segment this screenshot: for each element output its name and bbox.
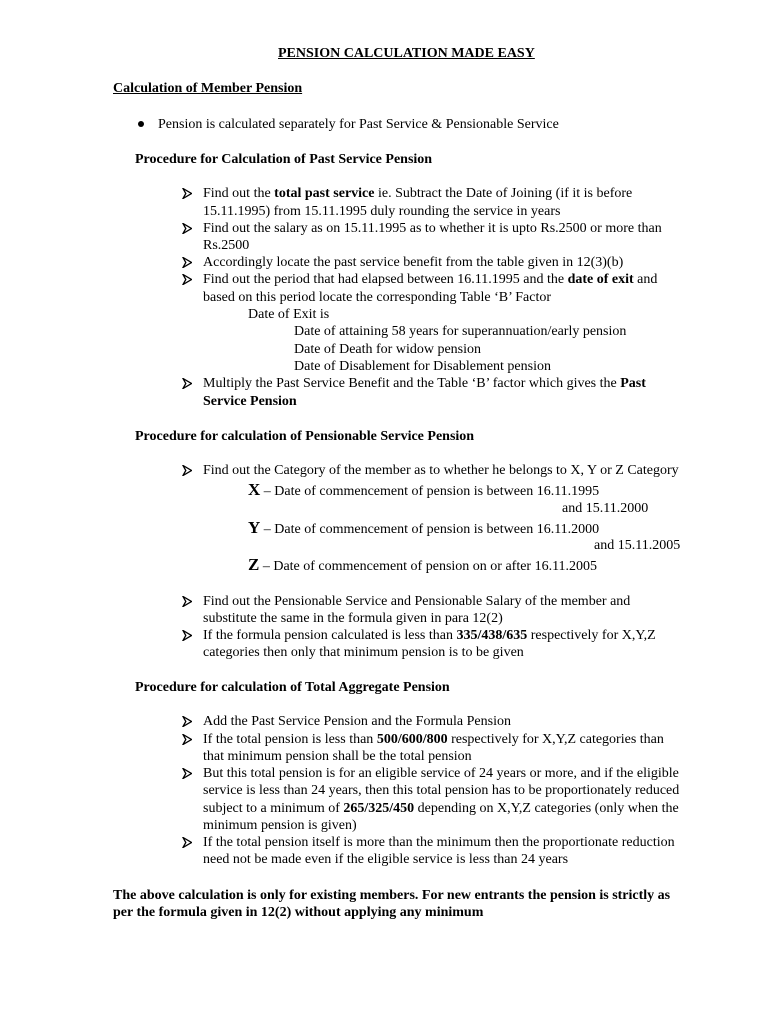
arrow-bullet-icon — [182, 223, 192, 234]
past-item-4-line-2: based on this period locate the corresponding Table ‘B’ Factor — [203, 290, 552, 305]
past-item-1-line-2: 15.11.1995) from 15.11.1995 duly rounding the service in years — [203, 204, 561, 219]
arrow-bullet-icon — [182, 768, 192, 779]
aggregate-item-3-line-1: But this total pension is for an eligible service of 24 years or more, and if the eligible — [203, 766, 679, 781]
aggregate-item-4-line-1: If the total pension itself is more than the minimum then the proportionate reduction — [203, 835, 675, 850]
category-y: Y – Date of commencement of pension is between 16.11.2000 — [248, 518, 600, 537]
aggregate-item-3-line-2: service is less than 24 years, then this total pension has to be proportionately reduced — [203, 783, 680, 798]
exit-option-1: Date of attaining 58 years for superannuation/early pension — [294, 324, 627, 339]
aggregate-item-2-line-2: that minimum pension shall be the total pension — [203, 749, 472, 764]
exit-option-2: Date of Death for widow pension — [294, 342, 482, 357]
pensionable-service-heading: Procedure for calculation of Pensionable Service Pension — [135, 429, 475, 444]
arrow-bullet-icon — [182, 378, 192, 389]
pensionable-item-3-line-1: If the formula pension calculated is less than 335/438/635 respectively for X,Y,Z — [203, 628, 656, 643]
pensionable-item-3-line-2: categories then only that minimum pension is to be given — [203, 645, 524, 660]
category-x-cont: and 15.11.2000 — [562, 501, 649, 516]
section-title: Calculation of Member Pension — [113, 81, 303, 96]
arrow-bullet-icon — [182, 274, 192, 285]
aggregate-item-1: Add the Past Service Pension and the Formula Pension — [203, 714, 511, 729]
page-title: PENSION CALCULATION MADE EASY — [278, 46, 535, 61]
past-item-2-line-2: Rs.2500 — [203, 238, 250, 253]
past-item-1-line-1: Find out the total past service ie. Subtract the Date of Joining (if it is before — [203, 186, 633, 201]
arrow-bullet-icon — [182, 734, 192, 745]
arrow-bullet-icon — [182, 465, 192, 476]
arrow-bullet-icon — [182, 257, 192, 268]
bullet-dot-icon — [138, 121, 144, 127]
intro-bullet-text: Pension is calculated separately for Past Service & Pensionable Service — [158, 117, 559, 132]
category-y-cont: and 15.11.2005 — [594, 538, 681, 553]
arrow-bullet-icon — [182, 188, 192, 199]
aggregate-pension-heading: Procedure for calculation of Total Aggregate Pension — [135, 680, 450, 695]
aggregate-item-4-line-2: need not be made even if the eligible service is less than 24 years — [203, 852, 569, 867]
past-item-4-line-1: Find out the period that had elapsed between 16.11.1995 and the date of exit and — [203, 272, 658, 287]
past-service-heading: Procedure for Calculation of Past Service Pension — [135, 152, 433, 167]
pensionable-item-2-line-1: Find out the Pensionable Service and Pensionable Salary of the member and — [203, 594, 631, 609]
pensionable-item-1: Find out the Category of the member as to whether he belongs to X, Y or Z Category — [203, 463, 679, 478]
pensionable-item-2-line-2: substitute the same in the formula given in para 12(2) — [203, 611, 503, 626]
arrow-bullet-icon — [182, 716, 192, 727]
exit-option-3: Date of Disablement for Disablement pension — [294, 359, 551, 374]
aggregate-item-3-line-4: minimum pension is given) — [203, 818, 357, 833]
past-item-5-line-1: Multiply the Past Service Benefit and the Table ‘B’ factor which gives the Past — [203, 376, 646, 391]
past-item-5-line-2: Service Pension — [203, 394, 297, 409]
category-x: X – Date of commencement of pension is between 16.11.1995 — [248, 480, 600, 499]
category-z: Z – Date of commencement of pension on or after 16.11.2005 — [248, 555, 598, 574]
arrow-bullet-icon — [182, 837, 192, 848]
past-item-3: Accordingly locate the past service benefit from the table given in 12(3)(b) — [203, 255, 624, 270]
aggregate-item-3-line-3: subject to a minimum of 265/325/450 depending on X,Y,Z categories (only when the — [203, 801, 679, 816]
footer-note-line-1: The above calculation is only for existing members. For new entrants the pension is strictly as — [113, 888, 671, 903]
aggregate-item-2-line-1: If the total pension is less than 500/600/800 respectively for X,Y,Z categories than — [203, 732, 664, 747]
arrow-bullet-icon — [182, 630, 192, 641]
arrow-bullet-icon — [182, 596, 192, 607]
past-item-2-line-1: Find out the salary as on 15.11.1995 as to whether it is upto Rs.2500 or more than — [203, 221, 662, 236]
footer-note-line-2: per the formula given in 12(2) without applying any minimum — [113, 905, 484, 920]
exit-label: Date of Exit is — [248, 307, 330, 322]
